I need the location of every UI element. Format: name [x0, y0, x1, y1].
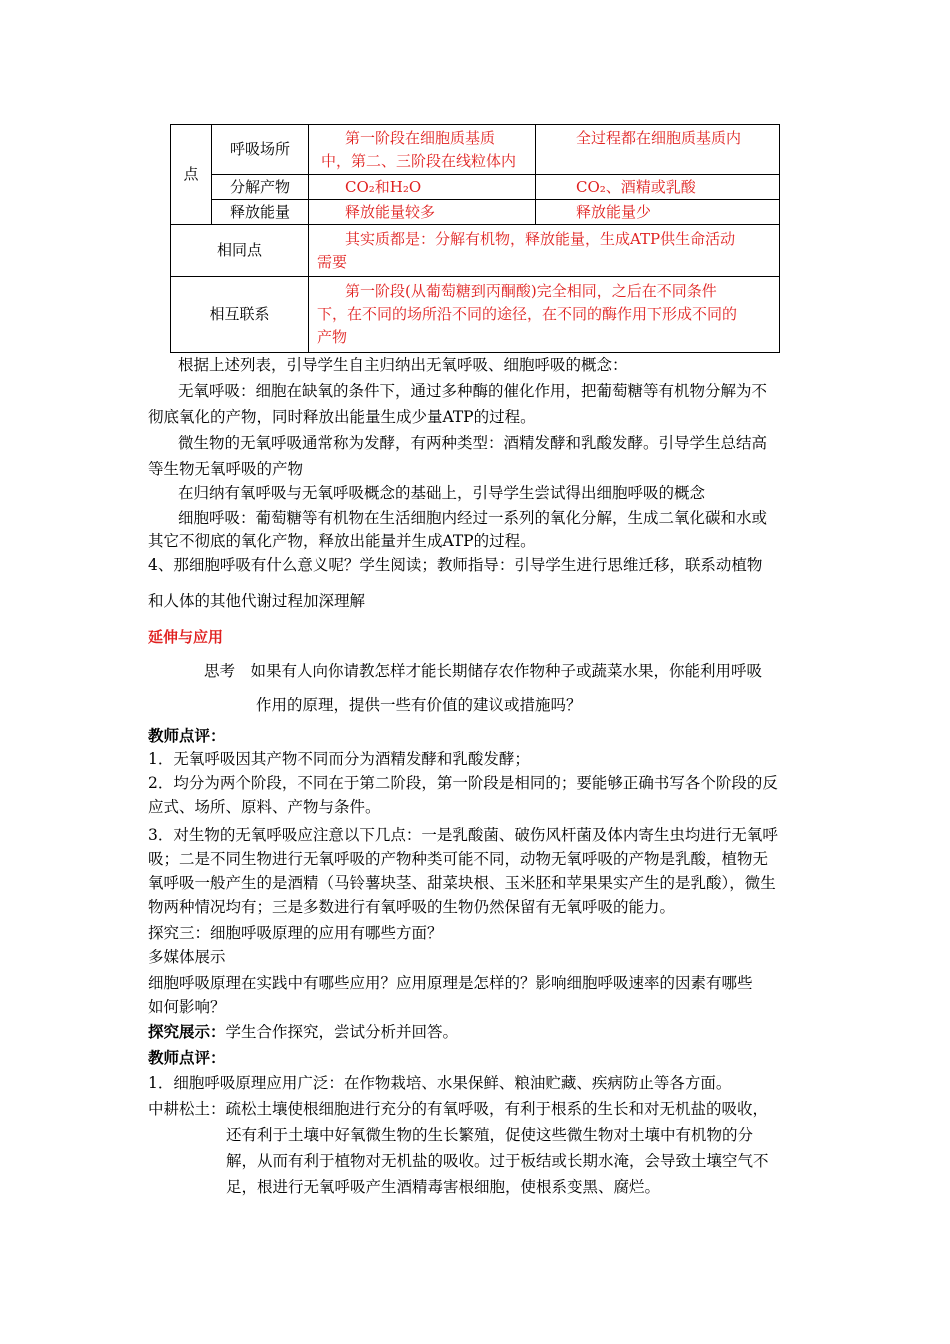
- comment-heading: 教师点评：: [148, 1048, 226, 1067]
- paragraph: 细胞呼吸原理在实践中有哪些应用？应用原理是怎样的？影响细胞呼吸速率的因素有哪些: [148, 974, 753, 992]
- paragraph: 应式、场所、原料、产物与条件。: [148, 798, 381, 816]
- paragraph: 和人体的其他代谢过程加深理解: [148, 592, 366, 610]
- table-row: [171, 125, 780, 175]
- paragraph: 根据上述列表，引导学生自主归纳出无氧呼吸、细胞呼吸的概念：: [178, 356, 628, 374]
- paragraph: 4、那细胞呼吸有什么意义呢？学生阅读；教师指导：引导学生进行思维迁移，联系动植物: [148, 556, 763, 574]
- same-content: 其实质都是：分解有机物，释放能量，生成ATP供生命活动 需要: [309, 225, 780, 277]
- paragraph: 还有利于土壤中好氧微生物的生长繁殖，促使这些微生物对土壤中有机物的分: [226, 1126, 754, 1144]
- paragraph: 无氧呼吸：细胞在缺氧的条件下，通过多种酶的催化作用，把葡萄糖等有机物分解为不: [178, 382, 768, 400]
- aerobic-cell: 第一阶段在细胞质基质 中，第二、三阶段在线粒体内: [309, 125, 536, 175]
- paragraph: 在归纳有氧呼吸与无氧呼吸概念的基础上，引导学生尝试得出细胞呼吸的概念: [178, 484, 706, 502]
- paragraph: 探究三：细胞呼吸原理的应用有哪些方面？: [148, 924, 443, 942]
- table-row: [171, 225, 780, 277]
- paragraph: 1．无氧呼吸因其产物不同而分为酒精发酵和乳酸发酵；: [148, 750, 530, 768]
- table-row: [171, 175, 780, 200]
- comparison-table: [170, 124, 780, 353]
- link-content: 第一阶段(从葡萄糖到丙酮酸)完全相同，之后在不同条件 下，在不同的场所沿不同的途径，在不同的酶作用下形成不同的 产物: [309, 277, 780, 353]
- paragraph: 吸；二是不同生物进行无氧呼吸的产物种类可能不同，动物无氧呼吸的产物是乳酸，植物无: [148, 850, 769, 868]
- paragraph: 1．细胞呼吸原理应用广泛：在作物栽培、水果保鲜、粮油贮藏、疾病防止等各方面。: [148, 1074, 732, 1092]
- paragraph: 如何影响？: [148, 998, 226, 1016]
- table-row: [171, 200, 780, 225]
- paragraph: 解，从而有利于植物对无机盐的吸收。过于板结或长期水淹，会导致土壤空气不: [226, 1152, 769, 1170]
- anaerobic-cell: CO₂、酒精或乳酸: [536, 175, 780, 200]
- paragraph: 中耕松土：疏松土壤使根细胞进行充分的有氧呼吸，有利于根系的生长和对无机盐的吸收，: [148, 1100, 769, 1118]
- paragraph: 物两种情况均有；三是多数进行有氧呼吸的生物仍然保留有无氧呼吸的能力。: [148, 898, 676, 916]
- table-row: [171, 277, 780, 353]
- paragraph: 等生物无氧呼吸的产物: [148, 460, 304, 478]
- paragraph: 多媒体展示: [148, 948, 226, 966]
- paragraph: 3．对生物的无氧呼吸应注意以下几点：一是乳酸菌、破伤风杆菌及体内寄生虫均进行无氧呼: [148, 826, 778, 844]
- diff-label: 点: [171, 125, 212, 225]
- paragraph: 足，根进行无氧呼吸产生酒精毒害根细胞，使根系变黑、腐烂。: [226, 1178, 661, 1196]
- paragraph: 微生物的无氧呼吸通常称为发酵，有两种类型：酒精发酵和乳酸发酵。引导学生总结高: [178, 434, 768, 452]
- paragraph: 探究展示：学生合作探究，尝试分析并回答。: [148, 1022, 459, 1041]
- paragraph: 2．均分为两个阶段，不同在于第二阶段，第一阶段是相同的；要能够正确书写各个阶段的反: [148, 774, 778, 792]
- aerobic-cell: 释放能量较多: [309, 200, 536, 225]
- anaerobic-cell: 全过程都在细胞质基质内: [536, 125, 780, 175]
- same-label: 相同点: [171, 225, 309, 277]
- paragraph: 氧呼吸一般产生的是酒精（马铃薯块茎、甜菜块根、玉米胚和苹果果实产生的是乳酸），微生: [148, 874, 776, 892]
- paragraph: 彻底氧化的产物，同时释放出能量生成少量ATP的过程。: [148, 408, 536, 426]
- paragraph: 其它不彻底的氧化产物，释放出能量并生成ATP的过程。: [148, 532, 536, 550]
- think-question: 作用的原理，提供一些有价值的建议或措施吗？: [256, 696, 582, 714]
- section-heading: 延伸与应用: [148, 628, 224, 646]
- think-question: 思考 如果有人向你请教怎样才能长期储存农作物种子或蔬菜水果，你能利用呼吸: [204, 662, 763, 680]
- row-label: 分解产物: [212, 175, 309, 200]
- row-label: 释放能量: [212, 200, 309, 225]
- link-label: 相互联系: [171, 277, 309, 353]
- anaerobic-cell: 释放能量少: [536, 200, 780, 225]
- row-label: 呼吸场所: [212, 125, 309, 175]
- aerobic-cell: CO₂和H₂O: [309, 175, 536, 200]
- comment-heading: 教师点评：: [148, 726, 226, 745]
- paragraph: 细胞呼吸：葡萄糖等有机物在生活细胞内经过一系列的氧化分解，生成二氧化碳和水或: [178, 509, 768, 527]
